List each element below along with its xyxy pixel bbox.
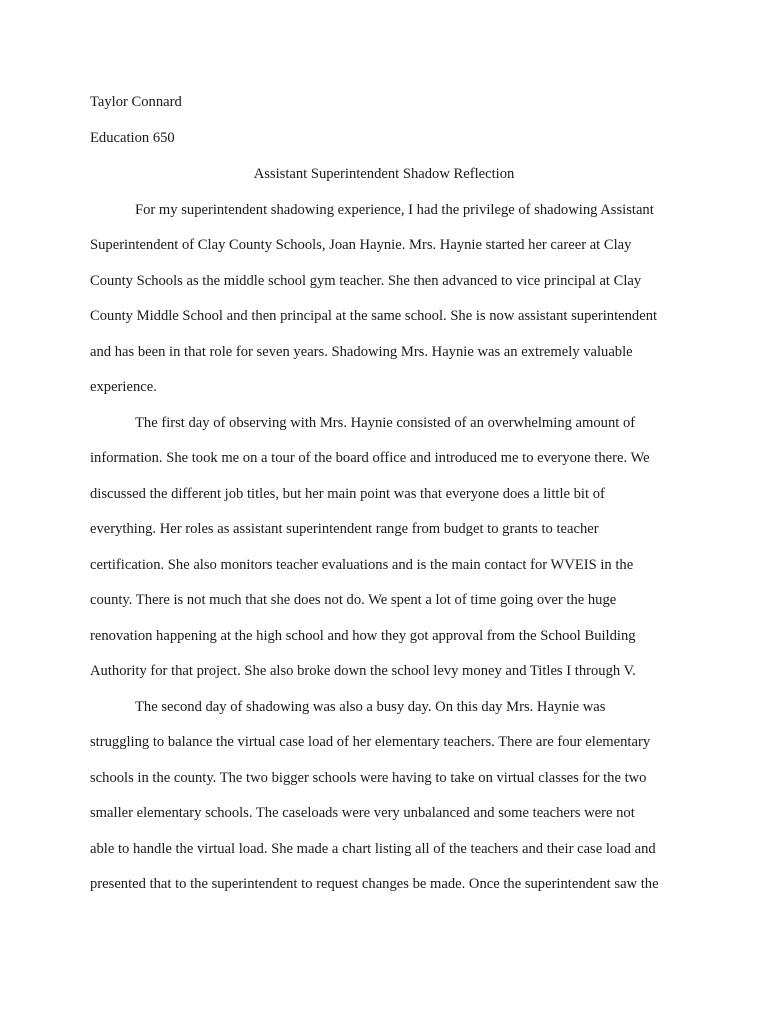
- author-name: Taylor Connard: [90, 94, 182, 110]
- paragraph-line: everything. Her roles as assistant superintendent range from budget to grants to teacher: [90, 521, 599, 537]
- paragraph-line: struggling to balance the virtual case load of her elementary teachers. There are four elementary: [90, 734, 651, 750]
- paragraph-line: able to handle the virtual load. She made a chart listing all of the teachers and their case load and: [90, 841, 656, 857]
- paragraph-line: schools in the county. The two bigger schools were having to take on virtual classes for the two: [90, 770, 647, 786]
- paragraph-line: discussed the different job titles, but her main point was that everyone does a little bit of: [90, 486, 605, 502]
- paragraph-line: smaller elementary schools. The caseloads were very unbalanced and some teachers were not: [90, 805, 635, 821]
- paragraph-line: county. There is not much that she does not do. We spent a lot of time going over the huge: [90, 592, 617, 608]
- paragraph-line: The first day of observing with Mrs. Haynie consisted of an overwhelming amount of: [135, 415, 636, 431]
- paragraph-line: certification. She also monitors teacher evaluations and is the main contact for WVEIS in the: [90, 557, 634, 573]
- paragraph-line: The second day of shadowing was also a busy day. On this day Mrs. Haynie was: [135, 699, 606, 715]
- paragraph-line: County Schools as the middle school gym teacher. She then advanced to vice principal at Clay: [90, 273, 642, 289]
- paragraph-line: presented that to the superintendent to request changes be made. Once the superintendent saw the: [90, 876, 659, 892]
- paragraph-line: Authority for that project. She also broke down the school levy money and Titles I through V.: [90, 663, 636, 679]
- document-title: Assistant Superintendent Shadow Reflection: [253, 166, 515, 182]
- paragraph-line: and has been in that role for seven years. Shadowing Mrs. Haynie was an extremely valuable: [90, 344, 633, 360]
- paragraph-line: County Middle School and then principal at the same school. She is now assistant superintendent: [90, 308, 658, 324]
- paragraph-line: For my superintendent shadowing experience, I had the privilege of shadowing Assistant: [135, 202, 654, 218]
- paragraph-line: information. She took me on a tour of the board office and introduced me to everyone there. We: [90, 450, 650, 466]
- paragraph-line: Superintendent of Clay County Schools, Joan Haynie. Mrs. Haynie started her career at Clay: [90, 237, 632, 253]
- paragraph-line: experience.: [90, 379, 157, 395]
- paragraph-line: renovation happening at the high school and how they got approval from the School Building: [90, 628, 636, 644]
- course-name: Education 650: [90, 130, 175, 146]
